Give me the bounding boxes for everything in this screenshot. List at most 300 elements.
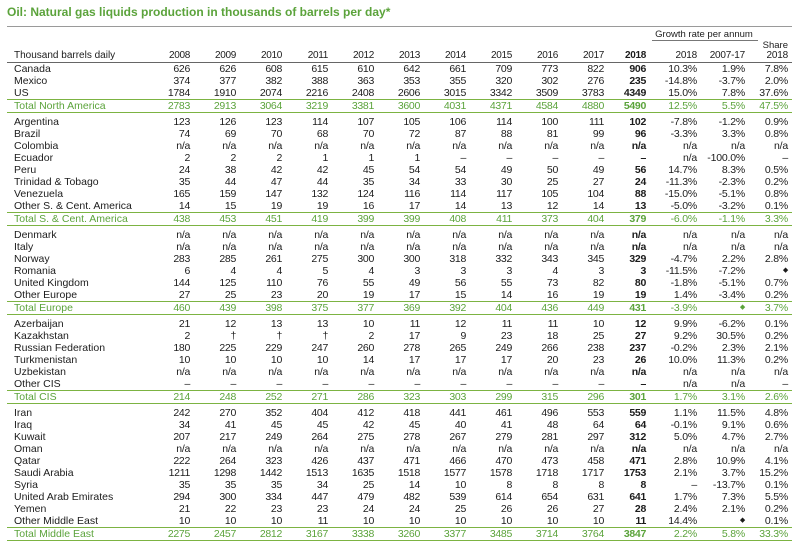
year-value: 266 — [541, 342, 558, 354]
growth-2018-value: 1.7% — [673, 391, 697, 403]
year-header: 2009 — [214, 50, 236, 61]
year-value: 294 — [173, 491, 190, 503]
growth-2007-17-header: 2007-17 — [709, 50, 745, 61]
year-value: 10 — [500, 515, 512, 527]
year-value: n/a — [360, 229, 374, 241]
year-value: 404 — [311, 407, 328, 419]
total-label: Total S. & Cent. America — [14, 213, 128, 225]
year-value: 35 — [224, 479, 236, 491]
year-value: 82 — [592, 277, 604, 289]
year-value: 2 — [276, 152, 282, 164]
year-value: 10 — [408, 515, 420, 527]
year-value: 265 — [449, 342, 466, 354]
year-value: n/a — [176, 140, 190, 152]
total-label: Total Europe — [14, 302, 73, 314]
share-2018-header: 2018 — [766, 50, 788, 61]
year-value: 116 — [404, 188, 420, 200]
year-value: 100 — [541, 116, 558, 128]
year-value: 15 — [454, 289, 466, 301]
year-value: 1442 — [259, 467, 282, 479]
column-header-row — [7, 50, 792, 63]
table-row — [7, 63, 792, 75]
year-value: – — [506, 378, 512, 390]
current-year-value: n/a — [631, 443, 646, 455]
year-value: 10 — [178, 354, 190, 366]
growth-2018-value: 1.1% — [673, 407, 697, 419]
year-value: 47 — [270, 176, 282, 188]
total-label: Total Middle East — [14, 528, 94, 540]
year-value: 2275 — [167, 528, 190, 540]
growth-2007-17-value: -3.4% — [718, 289, 745, 301]
growth-2007-17-value: 11.3% — [717, 354, 745, 366]
growth-2018-value: -0.1% — [670, 419, 697, 431]
table-row — [7, 253, 792, 265]
current-year-value: n/a — [631, 229, 646, 241]
year-value: 20 — [546, 354, 558, 366]
year-value: n/a — [452, 443, 466, 455]
region-group — [7, 407, 792, 541]
year-value: 3015 — [443, 87, 466, 99]
year-value: 278 — [403, 342, 420, 354]
year-value: 1635 — [351, 467, 374, 479]
current-year-value: 237 — [629, 342, 646, 354]
year-value: 72 — [408, 128, 420, 140]
growth-2007-17-value: 3.3% — [721, 128, 745, 140]
growth-2007-17-value: 5.8% — [721, 528, 745, 540]
current-year-value: 3 — [640, 265, 646, 277]
row-label: Romania — [14, 265, 57, 277]
current-year-value: – — [640, 152, 646, 164]
year-value: 539 — [449, 491, 466, 503]
year-value: 50 — [546, 164, 558, 176]
year-value: 8 — [598, 479, 604, 491]
year-value: n/a — [360, 241, 374, 253]
row-label: United Kingdom — [14, 277, 89, 289]
year-value: 278 — [403, 431, 420, 443]
year-value: 12 — [454, 318, 466, 330]
current-year-value: 301 — [629, 391, 646, 403]
year-value: 114 — [312, 116, 328, 128]
year-value: 1513 — [305, 467, 328, 479]
year-value: 252 — [265, 391, 282, 403]
year-value: 661 — [449, 63, 466, 75]
year-value: 45 — [408, 419, 420, 431]
growth-2007-17-value: 8.3% — [721, 164, 745, 176]
year-value: – — [322, 378, 328, 390]
year-value: 4 — [230, 265, 236, 277]
growth-2007-17-value: -100.0% — [707, 152, 745, 164]
table-row — [7, 503, 792, 515]
year-value: 17 — [500, 354, 512, 366]
current-year-value: 906 — [629, 63, 646, 75]
current-year-value: 4349 — [623, 87, 646, 99]
year-value: 14 — [454, 200, 466, 212]
growth-2007-17-value: n/a — [731, 241, 745, 253]
current-year-value: 431 — [629, 302, 646, 314]
year-value: 1 — [414, 152, 420, 164]
table-row — [7, 407, 792, 419]
year-value: 300 — [403, 253, 420, 265]
year-value: n/a — [590, 229, 604, 241]
table-row — [7, 140, 792, 152]
table-row — [7, 200, 792, 212]
growth-2018-value: n/a — [683, 241, 697, 253]
year-value: 276 — [587, 75, 604, 87]
year-value: 353 — [403, 75, 420, 87]
year-value: 377 — [219, 75, 236, 87]
year-value: 419 — [311, 213, 328, 225]
year-value: 23 — [500, 330, 512, 342]
year-value: 13 — [316, 318, 328, 330]
row-label: Colombia — [14, 140, 59, 152]
year-value: n/a — [314, 140, 328, 152]
growth-2007-17-value: -1.2% — [718, 116, 745, 128]
table-row — [7, 152, 792, 164]
header-top-rule — [7, 26, 792, 27]
year-value: n/a — [498, 140, 512, 152]
year-value: 21 — [178, 503, 190, 515]
current-year-value: n/a — [631, 366, 646, 378]
year-value: 343 — [541, 253, 558, 265]
growth-2018-value: -1.8% — [670, 277, 697, 289]
year-value: 105 — [403, 116, 420, 128]
year-value: 1518 — [397, 467, 420, 479]
year-value: 34 — [408, 176, 420, 188]
year-value: 45 — [316, 419, 328, 431]
row-label: Peru — [14, 164, 37, 176]
year-value: 10 — [592, 515, 604, 527]
year-value: 267 — [449, 431, 466, 443]
year-value: n/a — [544, 443, 558, 455]
year-value: n/a — [590, 366, 604, 378]
growth-2018-value: 14.7% — [668, 164, 697, 176]
year-value: 15 — [224, 200, 236, 212]
year-value: 438 — [173, 213, 190, 225]
year-value: 2 — [184, 330, 190, 342]
table-row — [7, 366, 792, 378]
year-value: n/a — [314, 241, 328, 253]
year-value: 404 — [587, 213, 604, 225]
current-year-value: n/a — [631, 241, 646, 253]
share-value: 2.6% — [764, 391, 788, 403]
current-year-value: 28 — [634, 503, 646, 515]
year-value: 279 — [495, 431, 512, 443]
year-value: 615 — [311, 63, 328, 75]
year-value: – — [414, 378, 420, 390]
year-value: 249 — [495, 342, 512, 354]
year-value: 323 — [265, 455, 282, 467]
year-value: 5 — [322, 265, 328, 277]
year-value: 3600 — [397, 100, 420, 112]
year-value: 449 — [587, 302, 604, 314]
year-value: 11 — [317, 515, 328, 527]
year-value: 388 — [311, 75, 328, 87]
year-value: – — [184, 378, 190, 390]
year-value: 126 — [219, 116, 236, 128]
year-value: 56 — [454, 277, 466, 289]
year-value: 147 — [265, 188, 282, 200]
year-value: n/a — [406, 140, 420, 152]
year-value: 460 — [173, 302, 190, 314]
year-value: 11 — [409, 318, 420, 330]
share-value: 15.2% — [759, 467, 788, 479]
year-value: 466 — [449, 455, 466, 467]
share-value: 3.7% — [764, 302, 788, 314]
year-value: 25 — [362, 479, 374, 491]
year-value: 55 — [500, 277, 512, 289]
row-label: Azerbaijan — [14, 318, 64, 330]
growth-2018-value: -14.8% — [664, 75, 697, 87]
year-value: 14 — [178, 200, 190, 212]
year-value: 315 — [541, 391, 558, 403]
year-value: 631 — [587, 491, 604, 503]
row-label: Other Middle East — [14, 515, 99, 527]
current-year-value: 471 — [629, 455, 646, 467]
share-value: – — [782, 152, 788, 164]
growth-2007-17-value: 3.1% — [721, 391, 745, 403]
year-value: 439 — [219, 302, 236, 314]
year-value: 2783 — [167, 100, 190, 112]
year-value: – — [552, 378, 558, 390]
year-value: 19 — [362, 289, 374, 301]
share-value: 0.1% — [764, 318, 788, 330]
year-value: 626 — [173, 63, 190, 75]
year-value: 3064 — [259, 100, 282, 112]
growth-2007-17-value: n/a — [731, 140, 745, 152]
year-value: 822 — [587, 63, 604, 75]
row-label: Other Europe — [14, 289, 78, 301]
year-value: 426 — [311, 455, 328, 467]
row-label: Turkmenistan — [14, 354, 78, 366]
year-value: 286 — [357, 391, 374, 403]
current-year-value: 3847 — [623, 528, 646, 540]
growth-2007-17-value: -7.2% — [718, 265, 745, 277]
year-value: 300 — [219, 491, 236, 503]
year-value: n/a — [452, 241, 466, 253]
table-row — [7, 229, 792, 241]
year-value: 2408 — [351, 87, 374, 99]
year-value: 332 — [495, 253, 512, 265]
year-value: 451 — [265, 213, 282, 225]
growth-2007-17-value: 3.7% — [721, 467, 745, 479]
unit-label: Thousand barrels daily — [14, 50, 116, 61]
page-title: Oil: Natural gas liquids production in thousands of barrels per day* — [7, 5, 391, 19]
year-value: 345 — [587, 253, 604, 265]
year-value: 437 — [357, 455, 374, 467]
year-value: 369 — [403, 302, 420, 314]
table-row — [7, 342, 792, 354]
share-value: 2.0% — [764, 75, 788, 87]
growth-2007-17-value: -13.7% — [712, 479, 745, 491]
growth-2018-value: -5.0% — [670, 200, 697, 212]
year-value: 461 — [495, 407, 512, 419]
year-header: 2008 — [168, 50, 190, 61]
year-value: 13 — [500, 200, 512, 212]
row-label: Kazakhstan — [14, 330, 69, 342]
row-label: Canada — [14, 63, 51, 75]
growth-2007-17-value: -6.2% — [718, 318, 745, 330]
year-value: – — [506, 152, 512, 164]
growth-2007-17-value: -1.1% — [718, 213, 745, 225]
year-value: – — [598, 378, 604, 390]
row-label: Argentina — [14, 116, 59, 128]
year-value: 124 — [357, 188, 374, 200]
year-value: – — [460, 152, 466, 164]
current-year-header: 2018 — [624, 50, 646, 61]
year-value: 377 — [357, 302, 374, 314]
growth-2007-17-value: -5.1% — [718, 188, 745, 200]
year-value: n/a — [544, 140, 558, 152]
growth-rate-header: Growth rate per annum — [655, 29, 753, 40]
year-value: 42 — [270, 164, 282, 176]
year-header: 2017 — [582, 50, 604, 61]
share-value: n/a — [774, 140, 788, 152]
year-value: 270 — [219, 407, 236, 419]
growth-2018-value: n/a — [683, 378, 697, 390]
year-value: 261 — [265, 253, 282, 265]
year-value: 238 — [587, 342, 604, 354]
year-value: 248 — [219, 391, 236, 403]
table-row — [7, 277, 792, 289]
year-value: 17 — [408, 289, 420, 301]
year-value: 3260 — [397, 528, 420, 540]
growth-2007-17-value: 9.1% — [721, 419, 745, 431]
year-value: 22 — [224, 503, 236, 515]
year-value: – — [598, 152, 604, 164]
year-value: n/a — [268, 241, 282, 253]
year-value: 458 — [587, 455, 604, 467]
year-value: 392 — [449, 302, 466, 314]
year-value: 412 — [357, 407, 374, 419]
year-value: n/a — [406, 366, 420, 378]
growth-2007-17-value: -3.2% — [718, 200, 745, 212]
year-value: 8 — [506, 479, 512, 491]
year-value: 2 — [230, 152, 236, 164]
year-value: 2812 — [259, 528, 282, 540]
year-value: 3 — [460, 265, 466, 277]
year-value: 1910 — [213, 87, 236, 99]
row-label: Yemen — [14, 503, 47, 515]
table-row — [7, 176, 792, 188]
year-value: 10 — [592, 318, 604, 330]
year-value: 4584 — [535, 100, 558, 112]
year-value: 35 — [270, 479, 282, 491]
year-value: 10 — [178, 515, 190, 527]
share-value: n/a — [774, 366, 788, 378]
growth-2018-value: 14.4% — [668, 515, 697, 527]
row-label: Brazil — [14, 128, 41, 140]
table-row — [7, 491, 792, 503]
year-value: 73 — [546, 277, 558, 289]
year-value: 296 — [587, 391, 604, 403]
growth-2018-value: 2.1% — [673, 467, 697, 479]
year-value: 23 — [270, 503, 282, 515]
current-year-value: 26 — [634, 354, 646, 366]
year-value: 11 — [547, 318, 558, 330]
year-value: 24 — [408, 503, 420, 515]
year-value: 496 — [541, 407, 558, 419]
year-header: 2015 — [490, 50, 512, 61]
region-group — [7, 229, 792, 315]
share-value: 0.1% — [764, 200, 788, 212]
year-value: n/a — [590, 443, 604, 455]
year-value: 614 — [495, 491, 512, 503]
year-value: 3 — [506, 265, 512, 277]
year-value: 1577 — [443, 467, 466, 479]
year-value: 21 — [178, 318, 190, 330]
year-value: 2074 — [259, 87, 282, 99]
year-value: 25 — [546, 176, 558, 188]
year-value: 260 — [357, 342, 374, 354]
year-value: 33 — [454, 176, 466, 188]
year-value: – — [368, 378, 374, 390]
year-value: 3485 — [489, 528, 512, 540]
year-value: 88 — [500, 128, 512, 140]
year-value: 3167 — [305, 528, 328, 540]
year-value: 105 — [541, 188, 558, 200]
growth-2018-value: – — [691, 479, 697, 491]
share-value: 47.5% — [759, 100, 788, 112]
current-year-value: 5490 — [623, 100, 646, 112]
year-value: 24 — [178, 164, 190, 176]
table-body — [7, 63, 792, 541]
row-label: Qatar — [14, 455, 41, 467]
table-row — [7, 289, 792, 301]
table-row — [7, 241, 792, 253]
year-value: 297 — [587, 431, 604, 443]
growth-2007-17-value: 5.5% — [721, 100, 745, 112]
total-label: Total North America — [14, 100, 106, 112]
year-value: 281 — [541, 431, 558, 443]
year-value: 23 — [270, 289, 282, 301]
growth-2018-value: -15.0% — [664, 188, 697, 200]
growth-2007-17-value: ◆ — [739, 517, 745, 524]
current-year-value: 11 — [635, 515, 646, 527]
year-value: 436 — [541, 302, 558, 314]
year-value: 20 — [316, 289, 328, 301]
table-row — [7, 188, 792, 200]
year-value: 610 — [357, 63, 374, 75]
year-value: 334 — [265, 491, 282, 503]
year-value: 2216 — [305, 87, 328, 99]
row-label: Oman — [14, 443, 43, 455]
year-value: 408 — [449, 213, 466, 225]
current-year-value: 235 — [629, 75, 646, 87]
year-value: 12 — [546, 200, 558, 212]
year-value: n/a — [452, 366, 466, 378]
table-row — [7, 431, 792, 443]
current-year-value: 19 — [634, 289, 646, 301]
growth-2007-17-value: 7.3% — [721, 491, 745, 503]
row-label: Mexico — [14, 75, 48, 87]
table-row — [7, 419, 792, 431]
current-year-value: 88 — [634, 188, 646, 200]
share-value: 0.1% — [764, 479, 788, 491]
growth-2007-17-value: n/a — [731, 443, 745, 455]
year-value: 13 — [270, 318, 282, 330]
year-value: 14 — [500, 289, 512, 301]
year-value: 271 — [311, 391, 328, 403]
year-value: 26 — [546, 503, 558, 515]
year-value: 19 — [316, 200, 328, 212]
year-value: 1717 — [581, 467, 604, 479]
year-value: 2457 — [213, 528, 236, 540]
table-row — [7, 354, 792, 366]
year-value: n/a — [498, 241, 512, 253]
year-value: 2 — [368, 330, 374, 342]
row-label: Venezuela — [14, 188, 64, 200]
row-label: Norway — [14, 253, 50, 265]
